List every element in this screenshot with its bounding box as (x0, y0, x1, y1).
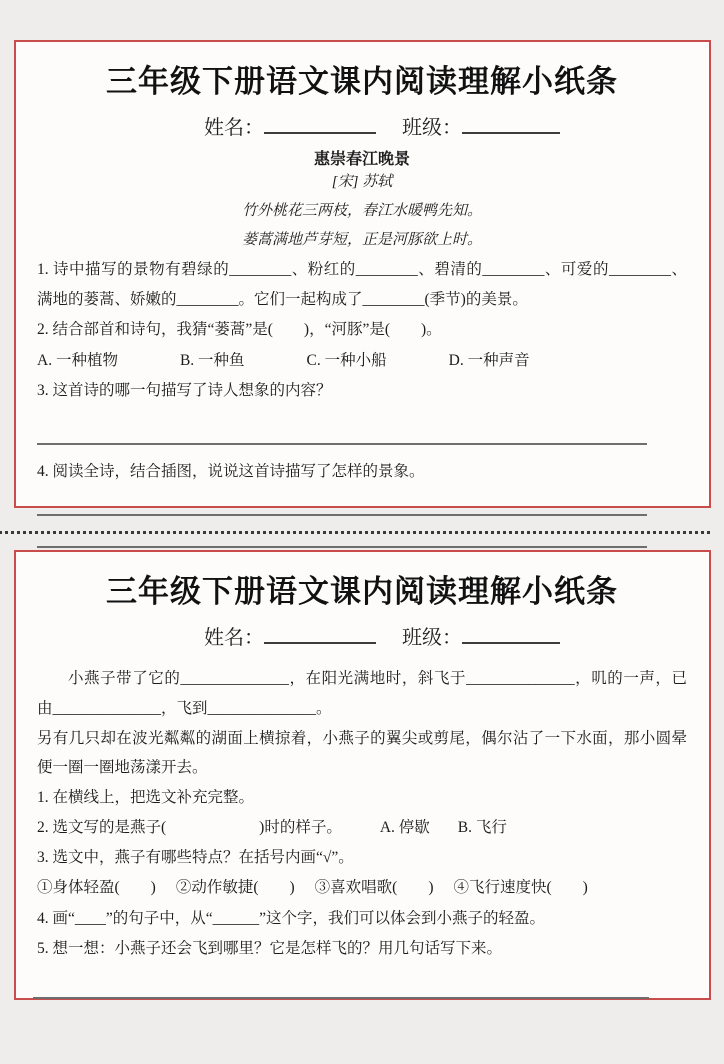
slip1-q2-options (37, 345, 687, 377)
check-option-3: ③喜欢唱歌( ) (314, 879, 434, 897)
slip1-title: 三年级下册语文课内阅读理解小纸条 (106, 64, 618, 99)
worksheet-slip-2 (14, 550, 711, 1000)
class-fill-blank[interactable] (462, 624, 560, 644)
class-label: 班级： (402, 627, 462, 649)
poem-line-2: 蒌蒿满地芦芽短，正是河豚欲上时。 (241, 232, 482, 248)
answer-line[interactable] (37, 514, 647, 516)
cut-line-separator (0, 531, 710, 534)
option-b: B. 一种鱼 (179, 351, 245, 369)
answer-line[interactable] (37, 546, 647, 548)
option-d: D. 一种声音 (448, 351, 530, 369)
slip1-question-4: 4. 阅读全诗，结合插图，说说这首诗描写了怎样的景象。 (37, 463, 425, 481)
option-c: C. 一种小船 (306, 351, 387, 369)
answer-line[interactable] (37, 443, 647, 445)
slip2-q2-stem: 2. 选文写的是燕子( )时的样子。 (37, 818, 342, 836)
slip1-question-3: 3. 这首诗的哪一句描写了诗人想象的内容？ (37, 382, 332, 400)
class-fill-blank[interactable] (462, 114, 560, 134)
slip2-name-class-row (77, 621, 687, 650)
name-label: 姓名： (204, 627, 264, 649)
worksheet-page (0, 40, 724, 1064)
slip2-question-2 (37, 813, 687, 843)
slip2-question-1: 1. 在横线上，把选文补充完整。 (37, 789, 255, 806)
slip2-q2-options (380, 819, 507, 836)
name-label: 姓名： (204, 117, 264, 139)
option-a: A. 停歇 (379, 818, 430, 836)
option-a: A. 一种植物 (37, 351, 118, 369)
slip1-question-1: 1. 诗中描写的景物有碧绿的________、粉红的________、碧清的________、可爱的________、满地的蒌蒿、娇嫩的________。它们一起构成了________(季节)的美景。 (37, 261, 687, 308)
passage-paragraph-1: 小燕子带了它的______________，在阳光满地时，斜飞于______________，叽的一声，已由______________，飞到______________。 (37, 670, 687, 717)
check-option-1: ①身体轻盈( ) (37, 879, 156, 897)
slip2-q3-checkboxes (37, 872, 687, 904)
class-label: 班级： (402, 117, 462, 139)
poem-author: [宋] 苏轼 (331, 174, 393, 190)
slip1-name-class-row (77, 111, 687, 140)
slip1-question-2: 2. 结合部首和诗句，我猜“蒌蒿”是( )，“河豚”是( )。 (37, 320, 442, 338)
answer-line[interactable] (33, 997, 649, 999)
option-b: B. 飞行 (457, 818, 507, 836)
slip2-question-5: 5. 想一想：小燕子还会飞到哪里？它是怎样飞的？用几句话写下来。 (37, 939, 503, 957)
name-fill-blank[interactable] (264, 624, 376, 644)
check-option-4: ④飞行速度快( ) (453, 879, 588, 897)
poem-title: 惠崇春江晚景 (313, 151, 410, 168)
slip2-question-4: 4. 画“____”的句子中，从“______”这个字，我们可以体会到小燕子的轻盈。 (37, 910, 546, 928)
passage-paragraph-2: 另有几只却在波光粼粼的湖面上横掠着，小燕子的翼尖或剪尾，偶尔沾了一下水面，那小圆晕便一圈一圈地荡漾开去。 (37, 729, 687, 777)
slip2-question-3: 3. 选文中，燕子有哪些特点？在括号内画“√”。 (37, 848, 354, 866)
name-fill-blank[interactable] (264, 114, 376, 134)
worksheet-slip-1 (14, 40, 711, 508)
check-option-2: ②动作敏捷( ) (175, 879, 295, 897)
poem-line-1: 竹外桃花三两枝，春江水暖鸭先知。 (241, 202, 482, 219)
slip2-title: 三年级下册语文课内阅读理解小纸条 (106, 574, 618, 609)
